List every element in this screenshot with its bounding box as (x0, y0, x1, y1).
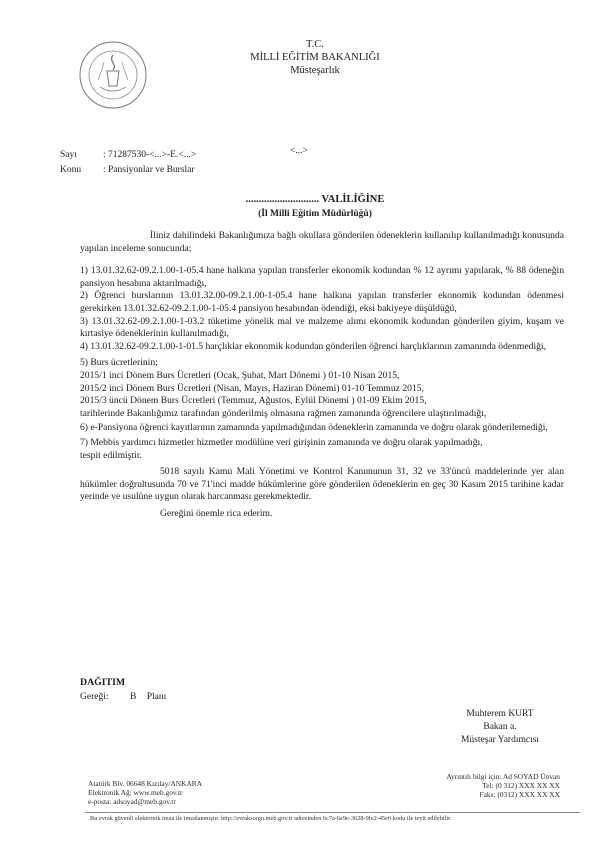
ministry-logo (78, 40, 148, 110)
footer-fax: Faks: (0312) XXX XX XX (479, 790, 560, 800)
burs-line-3: 2015/3 üncü Dönem Burs Ücretleri (Temmuz, Ağustos, Eylül Dönemi ) 01-09 Ekim 2015, (80, 395, 427, 407)
law-paragraph: 5018 sayılı Kamu Mali Yönetimi ve Kontrol Kanununun 31, 32 ve 33'üncü maddelerinde yer alan hükümler doğrultusunda 70 ve 71'inci madde hükümlerine göre gönderilen ödeneklerin en geç 30 Kasım 2015 tarihine kadar yerinde ve usulüne uygun olarak harcanması gerekmektedir. (80, 466, 564, 503)
signer-title-2: Müsteşar Yardımcısı (460, 735, 540, 745)
footer-right (410, 772, 560, 800)
item-4: 4) 13.01.32.62-09.2.1.00-1-01.5 harçlıklar ekonomik kodundan gönderilen öğrenci harçlıklarının zamanında ödenmediği, (80, 340, 546, 352)
header-block (200, 38, 430, 77)
letter-body (80, 230, 564, 520)
distribution-value: B Planı (130, 692, 167, 702)
footer-address: Atatürk Blv. 06648 Kızılay/ANKARA (88, 779, 203, 788)
konu-label: Konu (60, 165, 82, 175)
footer-tel: Tel: (0 312) XXX XX XX (482, 781, 560, 791)
burs-line-1: 2015/1 inci Dönem Burs Ücretleri (Ocak, Şubat, Mart Dönemi ) 01-10 Nisan 2015, (80, 369, 400, 381)
header-tc: T.C. (306, 39, 324, 50)
sayi-right: <...> (290, 146, 308, 156)
burs-line-2: 2015/2 inci Dönem Burs Ücretleri (Nisan, Mayıs, Haziran Dönemi) 01-10 Temmuz 2015, (80, 382, 424, 394)
footer-web[interactable]: Elektronik Ağ: www.meb.gov.tr (88, 788, 183, 798)
sayi-value: : 71287530-<...>-E.<...> (103, 150, 197, 160)
distribution-title: DAĞITIM (80, 677, 126, 688)
signer-title-1: Bakan a. (483, 722, 517, 732)
distribution-label: Gereği: (80, 692, 109, 702)
sayi-label: Sayı (60, 150, 77, 160)
verification-note: Bu evrak güvenli elektronik imza ile imzalanmıştır. http://evraksorgu.meb.gov.tr adresinden 6c7a-6e9e-3628-9fe2-45e6 kodu ile teyit edilebilir. (90, 815, 452, 822)
tespit-line: tespit edilmiştir. (80, 449, 142, 461)
footer-left (88, 779, 202, 807)
item-1: 1) 13.01.32.62-09.2.1.00-1-05.4 hane halkına yapılan transferler ekonomik kodundan % 12 ayrımı yapılarak, % 88 ödeneğin pansiyon hesabına aktarılmadığı, (80, 265, 564, 289)
item-2: 2) Öğrenci burslarının 13.01.32.00-09.2.1.00-1-05.4 hane halkına yapılan transferler ekonomik kodundan ödenmesi gerekirken 13.01.32.62-09.2.1.00-1-05.4 pansiyon hesabından ödendiği, eksi bakiyeye düşüldüğü, (80, 290, 564, 314)
closing-line: Gereğini önemle rica ederim. (160, 507, 273, 519)
addressee: ............................ VALİLİĞİNE (245, 194, 385, 205)
item-6: 6) e-Pansiyona öğrenci kayıtlarının zamanında yapılmadığından ödeneklerin zamanında ve doğru olarak gönderilemediği, (80, 422, 548, 434)
intro-paragraph: İliniz dahilindeki Bakanlığımıza bağlı okullara gönderilen ödeneklerin kullanılıp kullanılmadığı konusunda yapılan inceleme sonucunda; (80, 230, 564, 254)
addressee-sub: (İl Milli Eğitim Müdürlüğü) (258, 209, 372, 219)
footer-contact: Ayrıntılı bilgi için: Ad SOYAD Ünvan (446, 772, 560, 781)
footer-email[interactable]: e-posta: adsoyad@meb.gov.tr (88, 797, 176, 807)
footer-divider (85, 812, 580, 813)
header-department: Müsteşarlık (290, 65, 340, 76)
konu-value: : Pansiyonlar ve Burslar (103, 165, 195, 175)
item-5-tail: tarihlerinde Bakanlığımız tarafından gönderilmiş olmasına rağmen zamanında öğrencilere ulaştırılmadığı, (80, 407, 487, 419)
signer-name: Muhterem KURT (466, 709, 534, 719)
signature-block (440, 708, 560, 747)
item-3: 3) 13.01.32.62-09.2.1.00-1-03.2 tüketime yönelik mal ve malzeme alımı ekonomik kodundan gönderilen giyim, kuşam ve kırtasiye ödeneklerinin kullanılmadığı, (80, 315, 564, 340)
header-ministry: MİLLİ EĞİTİM BAKANLIĞI (250, 52, 380, 63)
item-5-title: 5) Burs ücretlerinin; (80, 357, 158, 369)
item-7: 7) Mebbis yardımcı hizmetler hizmetler modülüne veri girişinin zamanında ve doğru olarak yapılmadığı, (80, 436, 483, 448)
